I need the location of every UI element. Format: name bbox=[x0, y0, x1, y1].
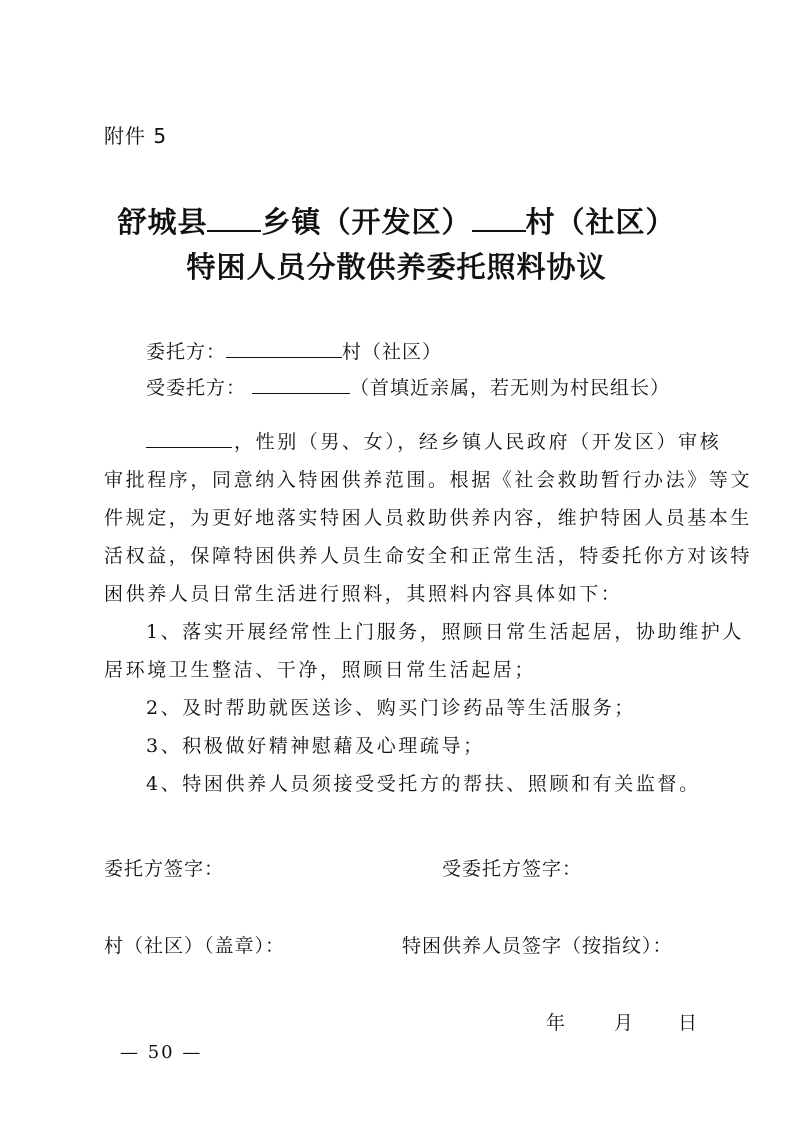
list-item-2: 2、及时帮助就医送诊、购买门诊药品等生活服务； bbox=[146, 697, 636, 719]
title-line-1 bbox=[0, 200, 793, 241]
title-town-suffix: 乡镇（开发区） bbox=[261, 205, 472, 239]
agreement-body bbox=[104, 423, 753, 803]
entrustee-row bbox=[146, 373, 670, 400]
list-item-1: 1、落实开展经常性上门服务，照顾日常生活起居，协助维护人 bbox=[146, 621, 744, 643]
entrustor-row bbox=[146, 337, 442, 364]
body-line bbox=[104, 423, 722, 461]
body-line: 审批程序，同意纳入特困供养范围。根据《社会救助暂行办法》等文 bbox=[104, 469, 753, 491]
entrustor-blank[interactable] bbox=[226, 337, 342, 358]
person-name-blank[interactable] bbox=[146, 427, 232, 448]
entrustee-blank[interactable] bbox=[252, 373, 350, 394]
title-village-suffix: 村（社区） bbox=[525, 205, 676, 239]
body-line: 活权益，保障特困供养人员生命安全和正常生活，特委托你方对该特 bbox=[104, 545, 753, 567]
village-blank[interactable] bbox=[472, 206, 526, 232]
date-day: 日 bbox=[678, 1012, 699, 1034]
village-seal: 村（社区）（盖章）： bbox=[104, 935, 286, 957]
title-line-2: 特困人员分散供养委托照料协议 bbox=[186, 250, 607, 284]
page-number: — 50 — bbox=[120, 1042, 203, 1063]
entrustee-label: 受委托方： bbox=[146, 377, 247, 399]
list-item-1-cont: 居环境卫生整洁、干净，照顾日常生活起居； bbox=[104, 659, 537, 681]
person-signature: 特困供养人员签字（按指纹）： bbox=[402, 935, 673, 957]
date-year: 年 bbox=[546, 1012, 567, 1034]
attachment-label: 附件 5 bbox=[104, 124, 168, 148]
town-blank[interactable] bbox=[207, 206, 261, 232]
entrustor-signature: 委托方签字： bbox=[104, 858, 225, 880]
entrustee-signature: 受委托方签字： bbox=[442, 858, 583, 880]
body-text: ，性别（男、女），经乡镇人民政府（开发区）审核 bbox=[234, 431, 722, 453]
list-item-3: 3、积极做好精神慰藉及心理疏导； bbox=[146, 735, 485, 757]
title-county: 舒城县 bbox=[117, 205, 208, 239]
entrustee-note: （首填近亲属，若无则为村民组长） bbox=[350, 377, 671, 399]
entrustor-suffix: 村（社区） bbox=[342, 341, 443, 363]
date-month: 月 bbox=[614, 1012, 635, 1034]
entrustor-label: 委托方： bbox=[146, 341, 227, 363]
body-line: 困供养人员日常生活进行照料，其照料内容具体如下： bbox=[104, 583, 623, 605]
body-line: 件规定，为更好地落实特困人员救助供养内容，维护特困人员基本生 bbox=[104, 507, 753, 529]
list-item-4: 4、特困供养人员须接受受托方的帮扶、照顾和有关监督。 bbox=[146, 773, 701, 795]
date-line bbox=[546, 1008, 698, 1035]
